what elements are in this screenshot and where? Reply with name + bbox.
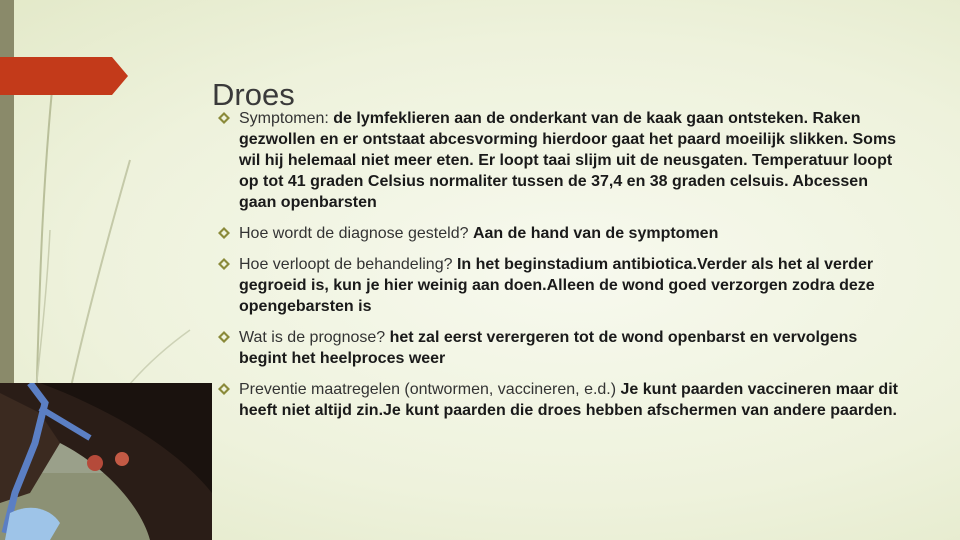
bullet-question: Hoe wordt de diagnose gesteld? [239, 225, 469, 242]
bullet-question: Preventie maatregelen (ontwormen, vaccineren, e.d.) [239, 381, 617, 398]
bullet-item [216, 379, 906, 421]
bullet-answer: Aan de hand van de symptomen [472, 225, 719, 242]
title-accent-bar [0, 57, 112, 95]
bullet-answer: In het beginstadium antibiotica.Verder als het al verder gegroeid is, kun je hier weinig aan doen.Alleen de wond goed verzorgen zodra deze opengebarsten is [239, 256, 875, 315]
diamond-bullet-icon [218, 258, 230, 270]
bullet-question: Wat is de prognose? [239, 329, 386, 346]
bullet-item [216, 327, 906, 369]
diamond-bullet-icon [218, 227, 230, 239]
bullet-question: Symptomen: [239, 110, 329, 127]
bullet-item [216, 223, 906, 244]
slide-title: Droes [212, 76, 295, 112]
bullet-item [216, 254, 906, 317]
bullet-question: Hoe verloopt de behandeling? [239, 256, 453, 273]
diamond-bullet-icon [218, 331, 230, 343]
bullet-answer: Je kunt paarden vaccineren maar dit heeft niet altijd zin.Je kunt paarden die droes hebben afschermen van andere paarden. [239, 381, 898, 419]
bullet-answer: het zal eerst verergeren tot de wond openbarst en vervolgens begint het heelproces weer [239, 329, 858, 367]
horse-photo [0, 383, 212, 540]
bullet-answer: de lymfeklieren aan de onderkant van de kaak gaan ontsteken. Raken gezwollen en er ontstaat abcesvorming hierdoor gaat het paard moeilijk slikken. Soms wil hij helemaal niet meer eten. Er loopt taai slijm uit de neusgaten. Temperatuur loopt op tot 41 graden Celsius normaliter tussen de 37,4 en 38 graden celsuis. Abcessen gaan openbarsten [239, 110, 897, 211]
diamond-bullet-icon [218, 383, 230, 395]
bullet-list [216, 108, 906, 431]
diamond-bullet-icon [218, 112, 230, 124]
bullet-item [216, 108, 906, 213]
